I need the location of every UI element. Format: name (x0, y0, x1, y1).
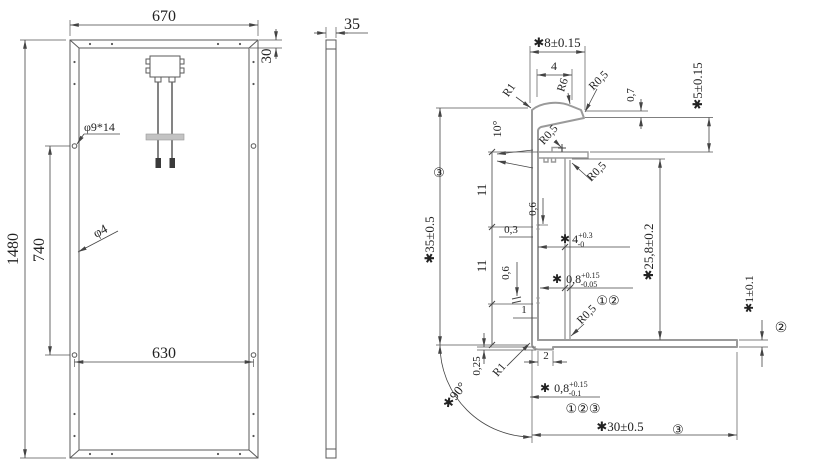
label-r6: R6 (555, 76, 571, 94)
dim-text-5: ✱5±0.15 (690, 62, 705, 110)
dim-text-630: 630 (152, 345, 176, 362)
label-r1-bot: R1 (490, 361, 509, 380)
dim-text-1: 1 (521, 304, 527, 316)
label-r05-boss-bot: R0,5 (574, 302, 599, 327)
label-drain: φ4 (90, 220, 110, 241)
dim-text-258: ✱25,8±0.2 (641, 223, 656, 281)
label-hole: φ9*14 (84, 120, 115, 134)
connector-left (156, 158, 162, 168)
dim-text-06b: 0,6 (500, 266, 512, 280)
dim-text-35: 35 (344, 16, 360, 33)
dim-text-07: 0,7 (625, 88, 637, 102)
dim-text-wall08: ✱ $0,8^{+0.15}$ -0.05 (552, 271, 600, 289)
dim-text-bot08: ✱ $0,8^{+0.15}$ -0.1 (540, 380, 588, 398)
dim-text-10deg: 10° (490, 120, 504, 138)
note-wall08: ①② (596, 294, 620, 309)
dim-text-670: 670 (152, 8, 176, 25)
dim-text-03: 0,3 (504, 224, 518, 236)
dim-text-gap4: ✱ $4^{+0.3}$ -0 (560, 231, 593, 249)
label-r1-top: R1 (500, 81, 519, 100)
dim-text-90: ✱90° (439, 379, 470, 412)
dim-text-30: 30 (259, 48, 275, 64)
dim-text-11b: 11 (474, 259, 489, 273)
dim-text-1480: 1480 (5, 233, 22, 265)
dim-text-4: 4 (551, 59, 557, 73)
dim-text-740: 740 (31, 238, 48, 262)
note-height-35: ③ (433, 166, 445, 181)
cable-tie-bar (146, 134, 184, 140)
connector-right (170, 158, 176, 168)
dim-text-8: ✱8±0.15 (533, 35, 581, 50)
dim-text-1f: ✱1±0.1 (742, 275, 756, 313)
label-r05-root: R0,5 (536, 122, 561, 148)
label-r05-tip: R0,5 (586, 68, 611, 93)
note-flange-thickness: ② (774, 320, 788, 336)
note-bot08: ①②③ (565, 402, 601, 417)
note-flange-30: ③ (672, 423, 684, 438)
dim-text-2: 2 (543, 350, 549, 362)
dim-text-30f: ✱30±0.5 (596, 419, 644, 434)
label-r05-boss-top: R0,5 (584, 159, 609, 184)
dim-text-35h: ✱35±0.5 (422, 216, 437, 264)
dim-text-06a: 0,6 (527, 202, 539, 216)
dim-text-025: 0,25 (471, 356, 483, 376)
dim-text-11a: 11 (474, 183, 489, 197)
